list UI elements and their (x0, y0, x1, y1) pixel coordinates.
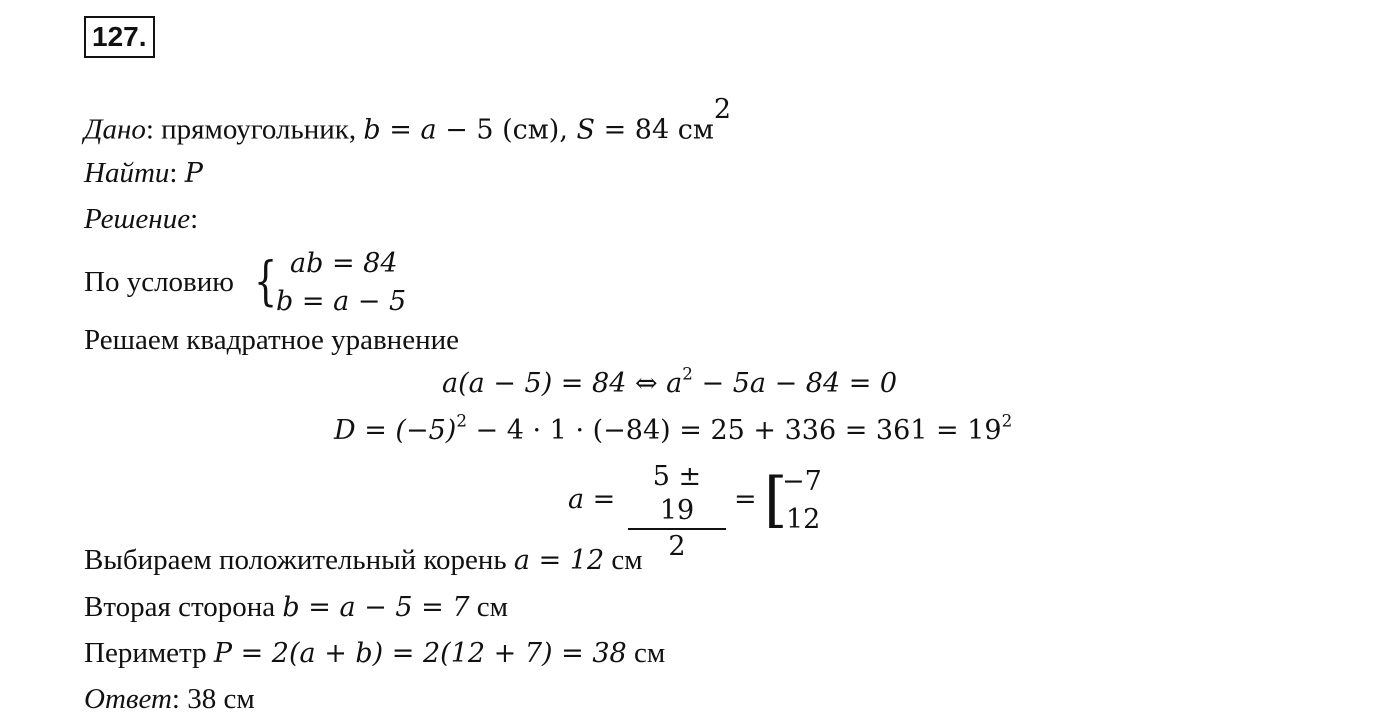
given-label: Дано (84, 113, 146, 146)
discriminant-equation (334, 410, 1013, 446)
system-brace: { (254, 252, 278, 312)
find-value: P (184, 158, 203, 189)
given-rest: − 5 (см), (436, 114, 577, 146)
choose-root-line (84, 544, 643, 577)
roots-fraction (628, 460, 726, 564)
given-line (84, 94, 732, 146)
solution-sep: : (190, 203, 199, 235)
given-b: b (363, 114, 381, 146)
answer-line (84, 683, 255, 716)
perimeter-line (84, 637, 665, 670)
choose-root-unit: см (604, 544, 643, 576)
second-side-math: b = a − 5 = 7 (282, 592, 470, 623)
main-eq-right: − 5a − 84 = 0 (692, 368, 898, 399)
second-side-unit: см (469, 591, 508, 623)
given-S-exponent: 2 (713, 94, 732, 125)
choose-root-math: a = 12 (513, 545, 605, 576)
second-side-line (84, 591, 508, 624)
main-eq-left: a(a − 5) = 84 ⇔ a (442, 368, 683, 399)
find-line (84, 157, 203, 190)
root-second: 12 (786, 504, 821, 535)
roots-lhs: a = (568, 484, 616, 515)
given-eq: = (380, 114, 421, 146)
given-S-value: = 84 см (594, 114, 714, 146)
choose-root-text: Выбираем положительный корень (84, 544, 514, 576)
find-label: Найти (84, 157, 170, 189)
perimeter-text: Периметр (84, 637, 214, 669)
answer-value: 38 см (187, 683, 255, 715)
answer-sep: : (171, 683, 188, 715)
given-a: a (420, 114, 437, 146)
fraction-denominator: 2 (668, 531, 686, 562)
solution-line (84, 203, 198, 236)
disc-part2: − 4 · 1 · (−84) = 25 + 336 = 361 = 19 (466, 415, 1002, 446)
given-text: : прямоугольник, (145, 113, 364, 146)
main-eq-exp: 2 (682, 363, 693, 384)
problem-number: 127. (84, 16, 155, 58)
disc-exp1: 2 (456, 410, 467, 431)
quadratic-intro: Решаем квадратное уравнение (84, 324, 459, 356)
perimeter-unit: см (626, 637, 666, 669)
system-eq1: ab = 84 (290, 248, 398, 279)
system-eq2: b = a − 5 (276, 286, 407, 317)
disc-exp2: 2 (1001, 410, 1013, 431)
find-sep: : (169, 157, 185, 189)
fraction-numerator: 5 ± 19 (628, 460, 726, 530)
main-equation (442, 363, 898, 399)
system-prefix: По условию (84, 266, 234, 298)
answer-label: Ответ (84, 683, 172, 715)
given-S: S (576, 114, 595, 146)
disc-part1: D = (−5) (334, 415, 457, 446)
second-side-text: Вторая сторона (84, 591, 283, 623)
perimeter-math: P = 2(a + b) = 2(12 + 7) = 38 (213, 638, 627, 669)
root-first: −7 (782, 466, 822, 497)
roots-bracket: [ (764, 465, 788, 535)
solution-label: Решение (84, 203, 191, 235)
roots-eq: = (734, 484, 757, 515)
